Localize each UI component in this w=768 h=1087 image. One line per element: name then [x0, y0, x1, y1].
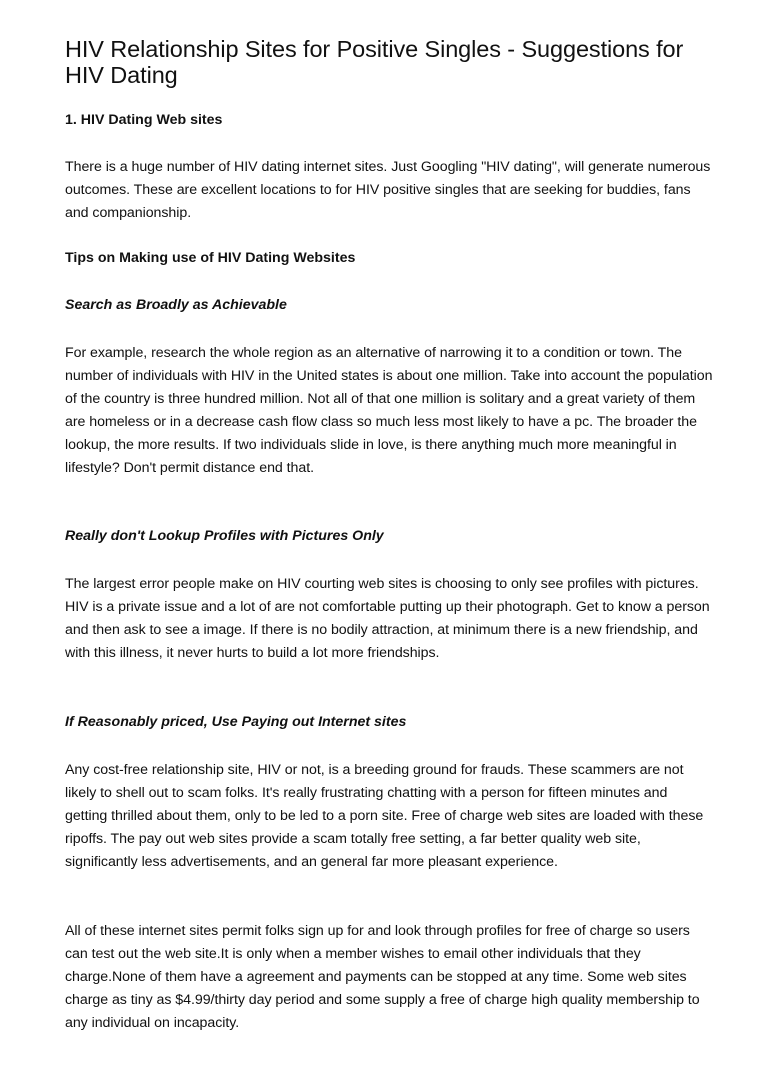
paragraph-search-broadly: For example, research the whole region as an alternative of narrowing it to a condition or town. The number of individuals with HIV in the United states is about one million. Take into account the population of the country is three hundred million. Not all of that one million is solitary and a great variety of them are homeless or in a decrease cash flow class so much less most likely to have a pc. The broader the lookup, the more results. If two individuals slide in love, is there anything much more meaningful in lifestyle? Don't permit distance end that. — [65, 345, 713, 476]
paragraph-free-signup: All of these internet sites permit folks sign up for and look through profiles for free of charge so users can test out the web site.It is only when a member wishes to email other individuals that they charge.None of them have a agreement and payments can be stopped at any time. Some web sites charge as tiny as $4.99/thirty day period and some supply a free of charge high quality membership to any individual on incapacity. — [65, 923, 700, 1031]
document-title: HIV Relationship Sites for Positive Singles - Suggestions for HIV Dating — [65, 36, 684, 88]
paragraph-intro: There is a huge number of HIV dating internet sites. Just Googling "HIV dating", will generate numerous outcomes. These are excellent locations to for HIV positive singles that are seeking for buddies, fans and companionship. — [65, 159, 711, 221]
document-page — [65, 36, 715, 1031]
section-heading-dating-websites: 1. HIV Dating Web sites — [65, 112, 223, 128]
subheading-profiles-pictures: Really don't Lookup Profiles with Pictures Only — [65, 528, 384, 544]
paragraph-profiles-pictures: The largest error people make on HIV courting web sites is choosing to only see profiles with pictures. HIV is a private issue and a lot of are not comfortable putting up their photograph. Get to know a person and then ask to see a image. If there is no bodily attraction, at minimum there is a new friendship, and with this illness, it never hurts to build a lot more friendships. — [65, 576, 710, 661]
section-heading-tips: Tips on Making use of HIV Dating Websites — [65, 250, 356, 266]
subheading-search-broadly: Search as Broadly as Achievable — [65, 297, 287, 313]
paragraph-paying-sites: Any cost-free relationship site, HIV or not, is a breeding ground for frauds. These scammers are not likely to shell out to scam folks. It's really frustrating chatting with a person for fifteen minutes and getting thrilled about them, only to be led to a porn site. Free of charge web sites are loaded with these ripoffs. The pay out web sites provide a scam totally free setting, a far better quality web site, significantly less advertisements, and an general far more pleasant experience. — [65, 762, 704, 870]
subheading-paying-sites: If Reasonably priced, Use Paying out Internet sites — [65, 714, 407, 730]
